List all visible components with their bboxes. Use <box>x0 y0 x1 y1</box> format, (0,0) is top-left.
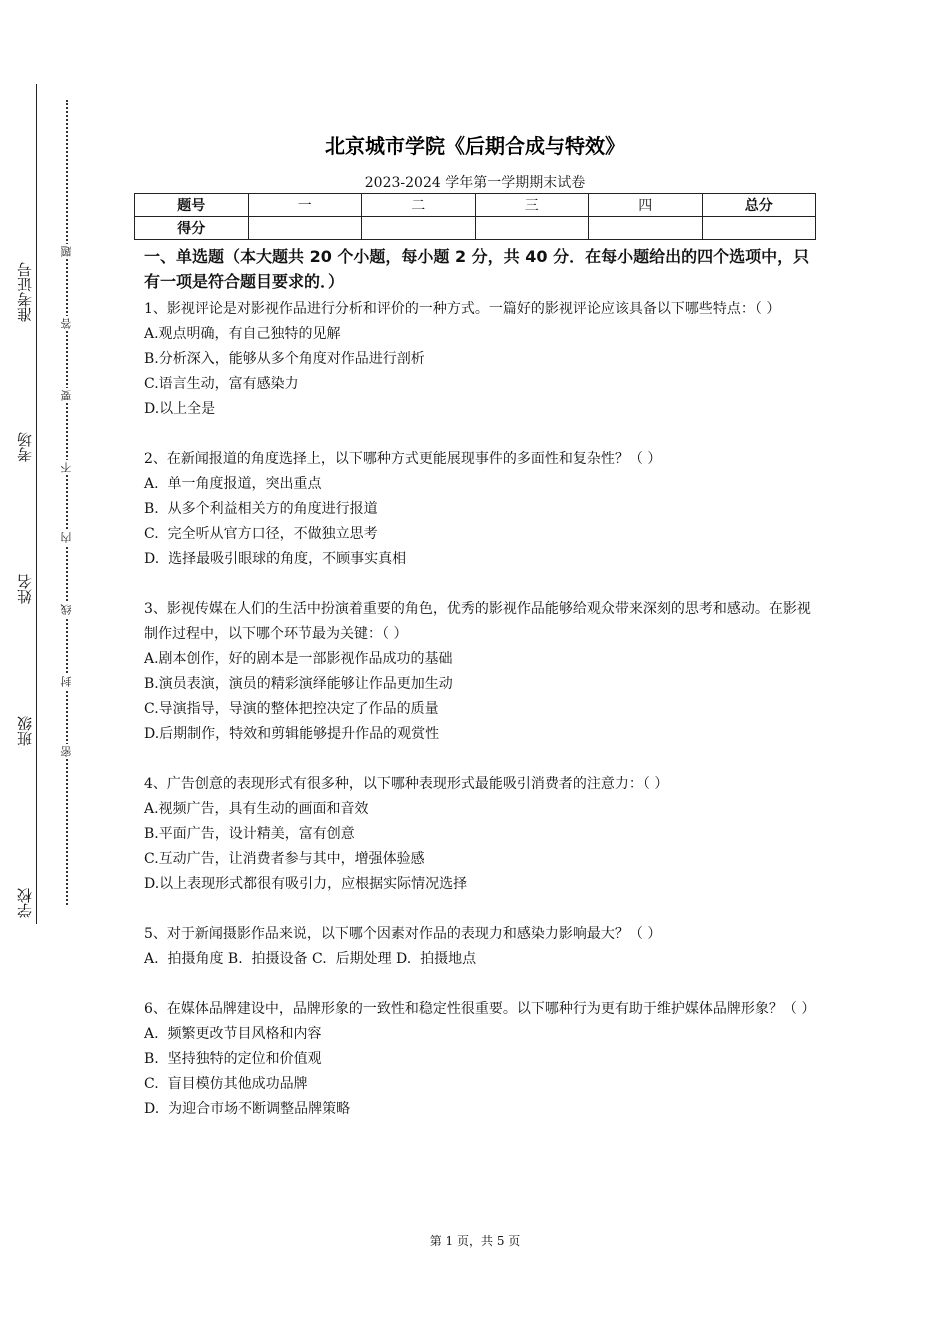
question-option: D. 选择最吸引眼球的角度，不顾事实真相 <box>144 551 407 567</box>
question-option: C. 盲目模仿其他成功品牌 <box>144 1076 308 1092</box>
question-option: D.以上全是 <box>144 401 216 417</box>
question-option: A. 单一角度报道，突出重点 <box>144 476 322 492</box>
question-option: D.以上表现形式都很有吸引力，应根据实际情况选择 <box>144 876 468 892</box>
score-cell <box>702 217 816 240</box>
sidebar-label-name: 姓名 <box>16 574 34 604</box>
score-header-cell: 二 <box>362 194 476 217</box>
score-header-cell: 题号 <box>135 194 249 217</box>
score-header-cell: 总分 <box>702 194 816 217</box>
question <box>144 772 814 897</box>
score-header-cell: 一 <box>248 194 362 217</box>
question-option: C.导演指导，导演的整体把控决定了作品的质量 <box>144 701 439 717</box>
seal-char: 题 <box>60 246 73 257</box>
score-table-score-row <box>135 217 816 240</box>
score-cell <box>362 217 476 240</box>
exam-content <box>144 244 814 1147</box>
score-table <box>134 193 816 240</box>
binding-line <box>36 84 37 924</box>
exam-title: 北京城市学院《后期合成与特效》 <box>325 134 625 158</box>
question-stem: 2、在新闻报道的角度选择上，以下哪种方式更能展现事件的多面性和复杂性？（ ） <box>144 451 662 467</box>
score-header-cell: 三 <box>475 194 589 217</box>
exam-subtitle: 2023-2024 学年第一学期期末试卷 <box>364 175 586 191</box>
question <box>144 597 814 747</box>
seal-char: 密 <box>60 746 73 757</box>
sidebar-label-exam-room: 考场 <box>16 432 34 462</box>
question-option: A.剧本创作，好的剧本是一部影视作品成功的基础 <box>144 651 453 667</box>
seal-char: 内 <box>60 532 73 543</box>
question-stem: 3、影视传媒在人们的生活中扮演着重要的角色，优秀的影视作品能够给观众带来深刻的思考和感动。在影视制作过程中，以下哪个环节最为关键：（ ） <box>144 601 811 642</box>
score-header-cell: 四 <box>589 194 703 217</box>
seal-char: 答 <box>60 318 73 329</box>
score-cell <box>475 217 589 240</box>
question-option: A.观点明确，有自己独特的见解 <box>144 326 341 342</box>
seal-dotted-line <box>66 100 68 905</box>
question-option: B.平面广告，设计精美，富有创意 <box>144 826 355 842</box>
question-stem: 6、在媒体品牌建设中，品牌形象的一致性和稳定性很重要。以下哪种行为更有助于维护媒体品牌形象？（ ） <box>144 1001 816 1017</box>
question <box>144 922 814 972</box>
question-option: A. 频繁更改节目风格和内容 <box>144 1026 322 1042</box>
question-option: A.视频广告，具有生动的画面和音效 <box>144 801 369 817</box>
seal-char: 封 <box>60 676 73 687</box>
score-table-header-row <box>135 194 816 217</box>
question-option: A. 拍摄角度 B. 拍摄设备 C. 后期处理 D. 拍摄地点 <box>144 951 477 967</box>
score-cell <box>248 217 362 240</box>
question-option: C.语言生动，富有感染力 <box>144 376 299 392</box>
question-option: B. 坚持独特的定位和价值观 <box>144 1051 322 1067</box>
question-option: C. 完全听从官方口径，不做独立思考 <box>144 526 378 542</box>
score-row-label: 得分 <box>135 217 249 240</box>
question-option: D.后期制作，特效和剪辑能够提升作品的观赏性 <box>144 726 440 742</box>
sidebar-label-class: 班级 <box>16 716 34 746</box>
seal-char: 线 <box>60 604 73 615</box>
question-stem: 4、广告创意的表现形式有很多种，以下哪种表现形式最能吸引消费者的注意力：（ ） <box>144 776 669 792</box>
score-cell <box>589 217 703 240</box>
question-option: B.演员表演，演员的精彩演绎能够让作品更加生动 <box>144 676 453 692</box>
question-stem: 5、对于新闻摄影作品来说，以下哪个因素对作品的表现力和感染力影响最大？（ ） <box>144 926 662 942</box>
seal-char: 要 <box>60 390 73 401</box>
section-heading: 一、单选题（本大题共 20 个小题，每小题 2 分，共 40 分．在每小题给出的四个选项中，只有一项是符合题目要求的．） <box>144 247 810 291</box>
question <box>144 997 814 1122</box>
question-option: B. 从多个利益相关方的角度进行报道 <box>144 501 378 517</box>
question-option: B.分析深入，能够从多个角度对作品进行剖析 <box>144 351 425 367</box>
sidebar-label-exam-id: 准考证号 <box>16 262 34 322</box>
seal-char: 不 <box>60 462 73 473</box>
sidebar-label-school: 学校 <box>16 888 34 918</box>
page-number: 第 1 页，共 5 页 <box>429 1234 521 1248</box>
question-option: C.互动广告，让消费者参与其中，增强体验感 <box>144 851 425 867</box>
question <box>144 447 814 572</box>
question-stem: 1、影视评论是对影视作品进行分析和评价的一种方式。一篇好的影视评论应该具备以下哪些特点：（ ） <box>144 301 781 317</box>
question <box>144 297 814 422</box>
question-option: D. 为迎合市场不断调整品牌策略 <box>144 1101 351 1117</box>
